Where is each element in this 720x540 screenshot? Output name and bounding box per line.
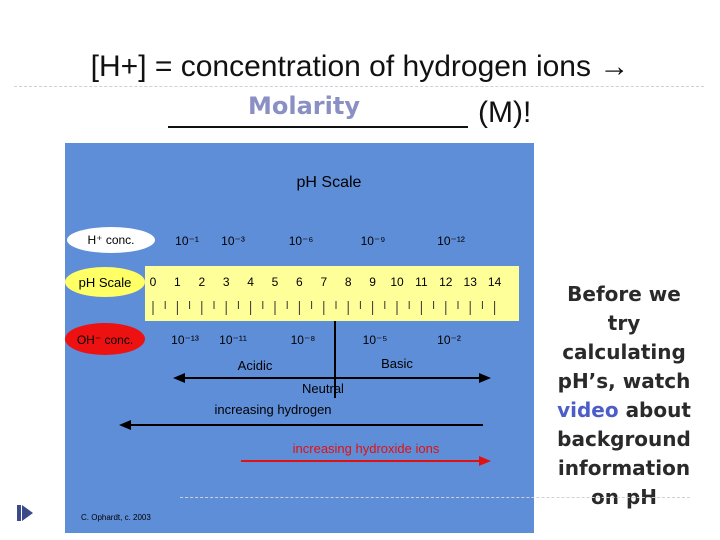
oh-conc-value: 10⁻² bbox=[437, 333, 461, 347]
h-conc-label: H⁺ conc. bbox=[87, 233, 135, 247]
h-conc-value: 10⁻³ bbox=[221, 234, 245, 248]
ph-number: 7 bbox=[320, 275, 328, 289]
hydroxide-arrow-head bbox=[479, 456, 491, 466]
ph-number: 8 bbox=[344, 275, 352, 289]
ph-number: 1 bbox=[174, 275, 181, 289]
ph-scale-label: pH Scale bbox=[78, 275, 132, 290]
ph-number: 12 bbox=[439, 275, 453, 289]
h-conc-value: 10⁻¹ bbox=[175, 234, 199, 248]
h-conc-value: 10⁻⁹ bbox=[360, 234, 386, 248]
oh-conc-value: 10⁻¹³ bbox=[171, 333, 199, 347]
unit-label: (M)! bbox=[478, 96, 532, 129]
acidic-label: Acidic bbox=[237, 358, 273, 373]
figure-title: pH Scale bbox=[296, 174, 362, 191]
ph-number: 9 bbox=[369, 275, 376, 289]
ph-number: 6 bbox=[296, 275, 303, 289]
ph-number: 2 bbox=[198, 275, 206, 289]
fill-in-blank-line bbox=[168, 126, 468, 128]
ph-scale-figure bbox=[65, 143, 534, 533]
ph-number: 13 bbox=[463, 275, 477, 289]
arrow-left-head bbox=[173, 373, 185, 383]
figure-credit: C. Ophardt, c. 2003 bbox=[81, 513, 151, 522]
oh-conc-label: OH⁻ conc. bbox=[76, 333, 134, 347]
video-link[interactable]: video bbox=[557, 398, 619, 422]
basic-label: Basic bbox=[381, 356, 413, 371]
ph-number: 0 bbox=[149, 275, 157, 289]
ph-scale-diagram bbox=[65, 143, 534, 533]
oh-conc-value: 10⁻⁵ bbox=[362, 333, 388, 347]
oh-conc-value: 10⁻⁸ bbox=[290, 333, 316, 347]
ph-number: 10 bbox=[390, 275, 404, 289]
side-note-text-before: Before we try calculating pH’s, watch bbox=[557, 282, 691, 393]
neutral-label: Neutral bbox=[302, 381, 344, 396]
ph-number: 5 bbox=[271, 275, 279, 289]
blank-answer: Molarity bbox=[248, 92, 360, 120]
arrow-right-head bbox=[479, 373, 491, 383]
ph-number: 4 bbox=[247, 275, 254, 289]
slide-title: [H+] = concentration of hydrogen ions → bbox=[90, 50, 630, 83]
bottom-divider bbox=[180, 497, 690, 498]
ph-number: 14 bbox=[487, 275, 502, 289]
side-note-text-after: about background information on pH bbox=[557, 398, 691, 509]
h-values-row bbox=[175, 234, 465, 248]
hydrogen-arrow-head bbox=[119, 420, 131, 430]
ph-number: 3 bbox=[222, 275, 230, 289]
increasing-hydrogen-label: increasing hydrogen bbox=[214, 402, 332, 417]
slide-nav-icon[interactable] bbox=[22, 505, 33, 521]
h-conc-value: 10⁻⁶ bbox=[288, 234, 314, 248]
top-divider bbox=[14, 86, 704, 87]
side-note bbox=[550, 280, 698, 512]
ph-number: 11 bbox=[415, 275, 428, 289]
oh-conc-value: 10⁻¹¹ bbox=[219, 333, 247, 347]
increasing-hydroxide-label: increasing hydroxide ions bbox=[292, 441, 440, 456]
oh-values-row bbox=[171, 333, 461, 347]
h-conc-value: 10⁻¹² bbox=[437, 234, 465, 248]
